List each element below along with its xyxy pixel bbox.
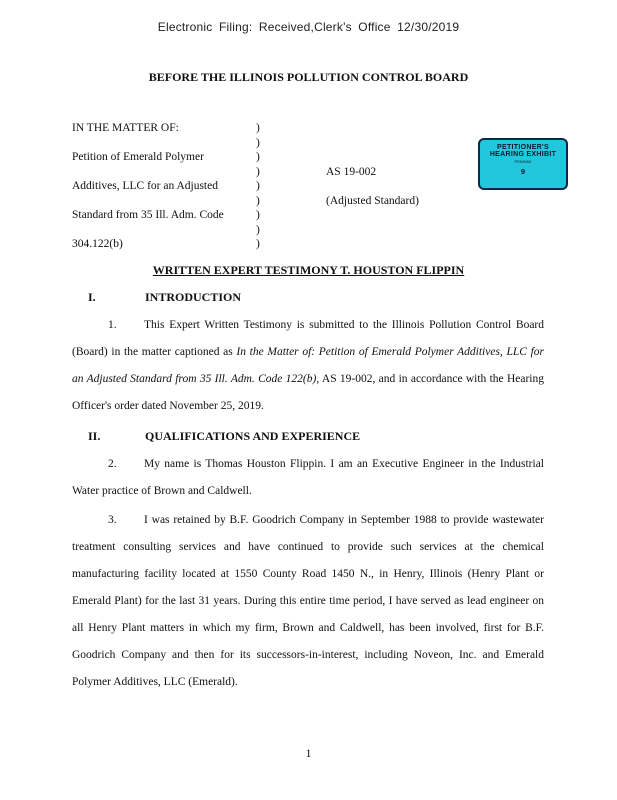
paragraph-3: [72, 507, 544, 696]
filing-stamp-header: Electronic Filing: Received,Clerk's Office 12/30/2019: [157, 20, 460, 34]
paren: ): [256, 180, 260, 192]
caption-line: Standard from 35 Ill. Adm. Code: [72, 209, 224, 221]
exhibit-sticker: [478, 138, 568, 190]
paren: ): [256, 151, 260, 163]
paragraph-text: , AS 19-002, and in accordance with the Hearing Officer's order dated November 25, 2019.: [72, 373, 545, 412]
section-number: II.: [88, 429, 101, 443]
paragraph-2: [72, 451, 544, 505]
case-citation: In the Matter of: Petition of Emerald Polymer Additives, LLC for an Adjusted Standard from 35 Ill. Adm. Code 122(b): [72, 346, 545, 385]
testimony-title: WRITTEN EXPERT TESTIMONY T. HOUSTON FLIPPIN: [152, 263, 465, 277]
board-title: BEFORE THE ILLINOIS POLLUTION CONTROL BOARD: [148, 70, 469, 84]
paragraph-text: My name is Thomas Houston Flippin. I am an Executive Engineer in the Industrial Water practice of Brown and Caldwell.: [72, 458, 544, 497]
paren: ): [256, 223, 260, 236]
caption-line: 304.122(b): [72, 238, 123, 250]
paragraph-number: 1.: [108, 319, 117, 331]
caption-parentheses: [256, 121, 266, 252]
paren: ): [256, 136, 260, 149]
paren: ): [256, 122, 260, 134]
page-number: 1: [305, 746, 312, 760]
case-type: (Adjusted Standard): [326, 195, 419, 207]
paragraph-1: [72, 312, 544, 420]
paren: ): [256, 165, 260, 178]
section-title: QUALIFICATIONS AND EXPERIENCE: [145, 429, 361, 443]
section-heading-qualifications: [88, 429, 360, 444]
caption-line: Additives, LLC for an Adjusted: [72, 180, 218, 192]
section-title: INTRODUCTION: [145, 290, 242, 304]
caption-line: Petition of Emerald Polymer: [72, 151, 204, 163]
sticker-exhibit-number: 9: [520, 167, 526, 176]
section-number: I.: [88, 290, 96, 304]
section-heading-introduction: [88, 290, 241, 305]
caption-matter-block: [72, 121, 252, 266]
paragraph-number: 2.: [108, 458, 117, 470]
paren: ): [256, 209, 260, 221]
caption-case-info: [326, 165, 486, 223]
paragraph-text: This Expert Written Testimony is submitted to the Illinois Pollution Control Board (Board) in the matter captioned as: [72, 319, 544, 358]
paragraph-text: I was retained by B.F. Goodrich Company in September 1988 to provide wastewater treatment consulting services and have continued to provide such services at the chemical manufacturing facility located at 1550 County Road 1450 N., in Henry, Illinois (Henry Plant or Emerald Plant) for the last 31 years. During this entire time period, I have served as lead engineer on all Henry Plant matters in which my firm, Brown and Caldwell, has been involved, first for B.F. Goodrich Company and then for its successors-in-interest, including Noveon, Inc. and Emerald Polymer Additives, LLC (Emerald).: [72, 514, 544, 688]
sticker-line-2: HEARING EXHIBIT: [489, 151, 557, 158]
sticker-line-3: PENGAD: [514, 159, 532, 164]
case-number: AS 19-002: [326, 166, 377, 178]
caption-line: IN THE MATTER OF:: [72, 122, 179, 134]
paren: ): [256, 194, 260, 207]
paragraph-number: 3.: [108, 514, 117, 526]
sticker-line-1: PETITIONER'S: [497, 144, 549, 151]
paren: ): [256, 238, 260, 250]
